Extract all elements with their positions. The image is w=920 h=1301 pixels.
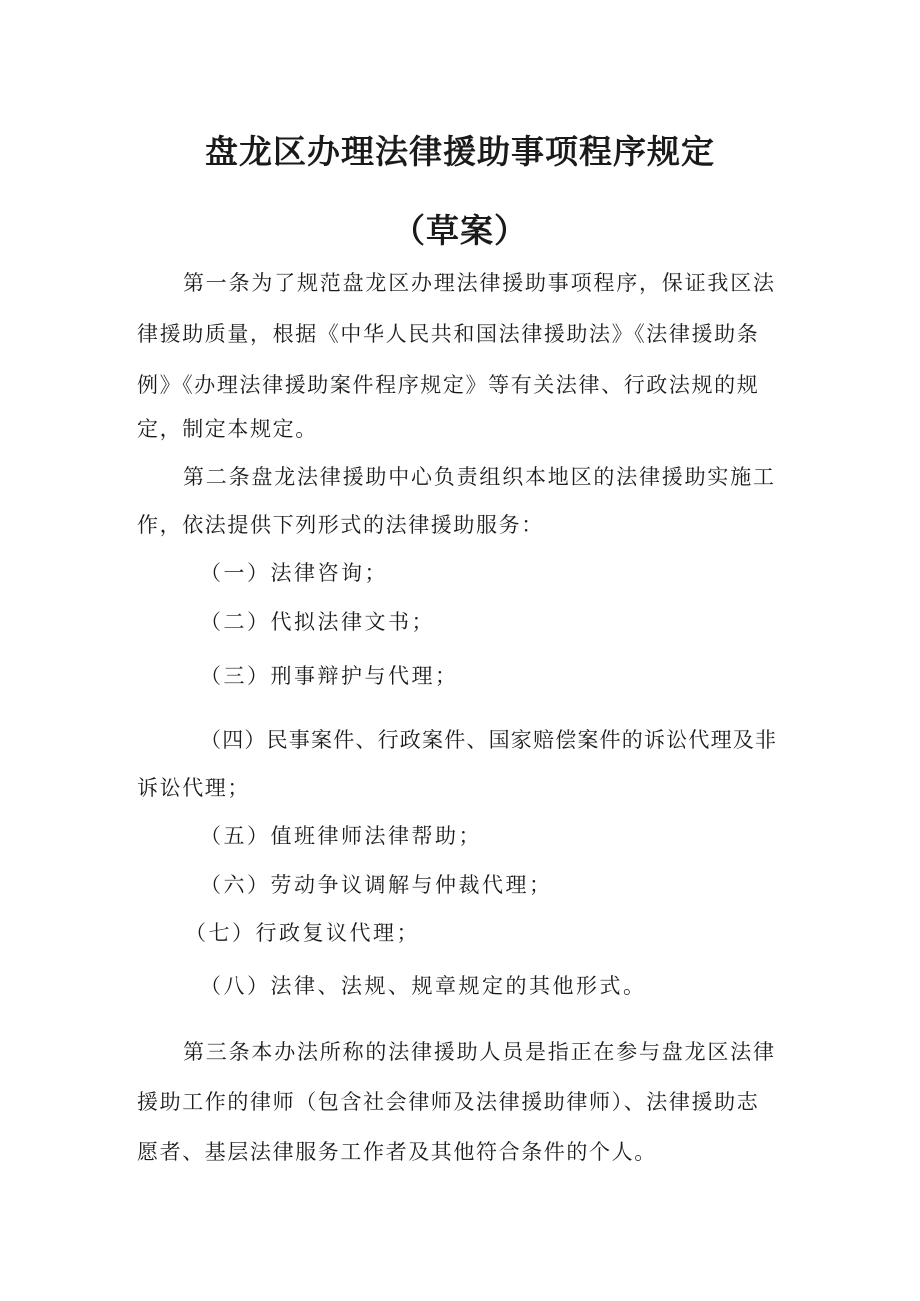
article2-line-1: 第二条盘龙法律援助中心负责组织本地区的法律援助实施工: [183, 465, 776, 489]
item-6: （六）劳动争议调解与仲裁代理；: [200, 873, 553, 897]
item-1: （一）法律咨询；: [200, 561, 388, 585]
article3-line-3: 愿者、基层法律服务工作者及其他符合条件的个人。: [137, 1140, 657, 1164]
article1-line-2: 律援助质量，根据《中华人民共和国法律援助法》《法律援助条: [137, 322, 760, 346]
document-title: 盘龙区办理法律援助事项程序规定: [205, 132, 715, 171]
article3-line-2: 援助工作的律师（包含社会律师及法律援助律师）、法律援助志: [137, 1090, 760, 1114]
item-4-line-2: 诉讼代理；: [137, 776, 250, 800]
article2-line-2: 作，依法提供下列形式的法律援助服务：: [137, 513, 544, 537]
item-5: （五）值班律师法律帮助；: [200, 824, 482, 848]
item-8: （八）法律、法规、规章规定的其他形式。: [200, 974, 647, 998]
item-7: （七）行政复议代理；: [185, 921, 420, 945]
article1-line-3: 例》《办理法律援助案件程序规定》等有关法律、行政法规的规: [137, 373, 760, 397]
article1-line-1: 第一条为了规范盘龙区办理法律援助事项程序，保证我区法: [183, 271, 776, 295]
article3-line-1: 第三条本办法所称的法律援助人员是指正在参与盘龙区法律: [183, 1040, 776, 1064]
item-2: （二）代拟法律文书；: [200, 610, 435, 634]
article1-line-4: 定，制定本规定。: [137, 417, 318, 441]
item-3: （三）刑事辩护与代理；: [200, 664, 459, 688]
document-subtitle: （草案）: [392, 211, 528, 250]
item-4-line-1: （四）民事案件、行政案件、国家赔偿案件的诉讼代理及非: [200, 728, 778, 752]
